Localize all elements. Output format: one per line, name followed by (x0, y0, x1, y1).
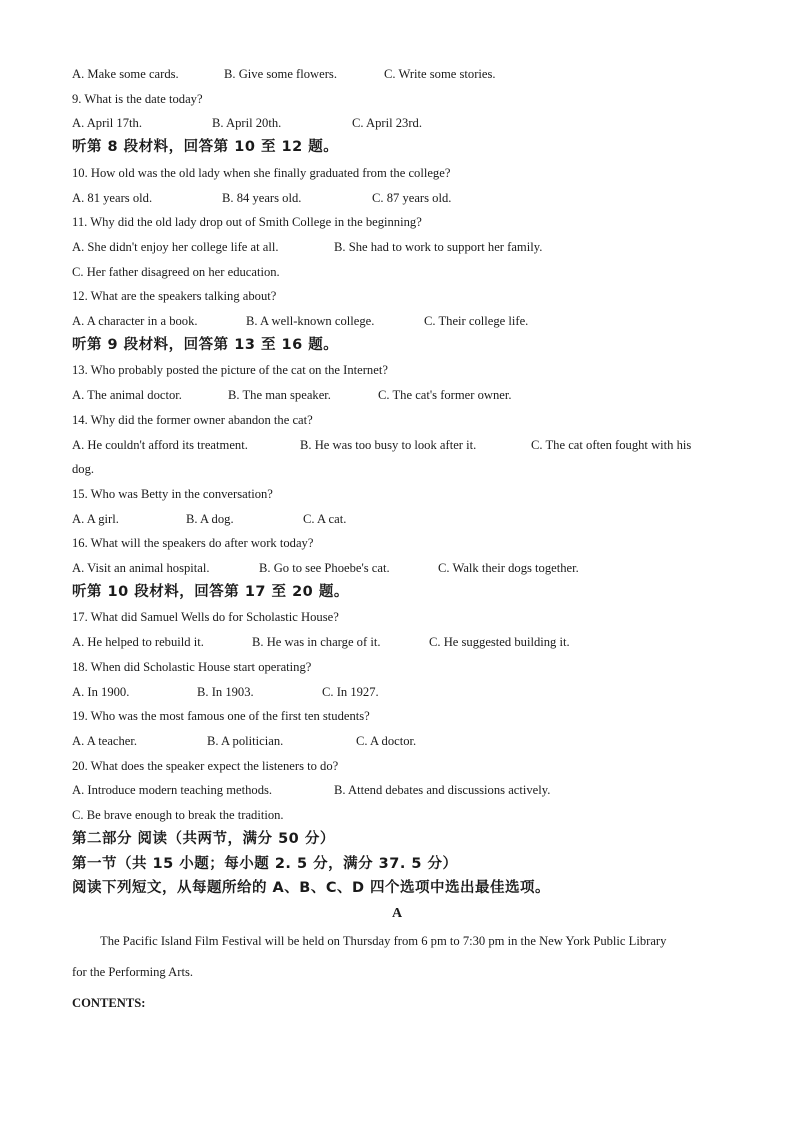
option-b: B. Go to see Phoebe's cat. (259, 561, 390, 575)
question-13: 13. Who probably posted the picture of the cat on the Internet? (72, 363, 388, 377)
contents-heading: CONTENTS: (72, 996, 146, 1010)
question-11: 11. Why did the old lady drop out of Smith College in the beginning? (72, 215, 422, 229)
question-10: 10. How old was the old lady when she finally graduated from the college? (72, 166, 451, 180)
question-12: 12. What are the speakers talking about? (72, 289, 277, 303)
option-c: C. Write some stories. (384, 67, 496, 81)
option-c: C. In 1927. (322, 685, 379, 699)
option-b: B. A dog. (186, 512, 234, 526)
q11-option-c: C. Her father disagreed on her education. (72, 265, 280, 279)
passage-label: A (391, 906, 403, 921)
question-9: 9. What is the date today? (72, 92, 203, 106)
option-b: B. 84 years old. (222, 191, 302, 205)
option-a: A. He helped to rebuild it. (72, 635, 204, 649)
passage-paragraph-line-2: for the Performing Arts. (72, 965, 194, 979)
option-c: C. April 23rd. (352, 116, 422, 130)
q20-option-c: C. Be brave enough to break the tradition. (72, 808, 284, 822)
section-one-title: 第一节（共 15 小题；每小题 2. 5 分，满分 37. 5 分） (72, 856, 458, 872)
option-b: B. Give some flowers. (224, 67, 337, 81)
option-c: C. A doctor. (356, 734, 417, 748)
question-17: 17. What did Samuel Wells do for Scholastic House? (72, 610, 339, 624)
option-b: B. In 1903. (197, 685, 254, 699)
option-c: C. He suggested building it. (429, 635, 570, 649)
option-c: C. The cat's former owner. (378, 388, 512, 402)
option-b: B. Attend debates and discussions actively. (334, 783, 551, 797)
option-b: B. The man speaker. (228, 388, 331, 402)
option-c: C. The cat often fought with his (531, 438, 692, 452)
option-a: A. Make some cards. (72, 67, 179, 81)
option-c: C. Their college life. (424, 314, 529, 328)
section-heading-9: 听第 9 段材料，回答第 13 至 16 题。 (72, 337, 339, 353)
q14-option-c-continued: dog. (72, 462, 95, 476)
option-a: A. A girl. (72, 512, 119, 526)
option-a: A. The animal doctor. (72, 388, 182, 402)
option-c: C. A cat. (303, 512, 347, 526)
option-a: A. A character in a book. (72, 314, 198, 328)
option-b: B. He was in charge of it. (252, 635, 381, 649)
section-heading-8: 听第 8 段材料，回答第 10 至 12 题。 (72, 139, 339, 155)
question-15: 15. Who was Betty in the conversation? (72, 487, 273, 501)
section-heading-10: 听第 10 段材料，回答第 17 至 20 题。 (72, 584, 349, 600)
option-a: A. Introduce modern teaching methods. (72, 783, 273, 797)
option-a: A. A teacher. (72, 734, 138, 748)
reading-instruction: 阅读下列短文，从每题所给的 A、B、C、D 四个选项中选出最佳选项。 (72, 880, 551, 896)
part-two-title: 第二部分 阅读（共两节，满分 50 分） (72, 831, 335, 847)
option-a: A. April 17th. (72, 116, 142, 130)
option-b: B. She had to work to support her family. (334, 240, 543, 254)
passage-paragraph-line-1: The Pacific Island Film Festival will be held on Thursday from 6 pm to 7:30 pm in the New York Public Library (100, 934, 667, 948)
option-b: B. A politician. (207, 734, 284, 748)
option-b: B. April 20th. (212, 116, 282, 130)
option-c: C. 87 years old. (372, 191, 452, 205)
option-a: A. In 1900. (72, 685, 130, 699)
question-16: 16. What will the speakers do after work today? (72, 536, 314, 550)
question-18: 18. When did Scholastic House start operating? (72, 660, 312, 674)
option-b: B. He was too busy to look after it. (300, 438, 477, 452)
question-20: 20. What does the speaker expect the listeners to do? (72, 759, 339, 773)
question-14: 14. Why did the former owner abandon the cat? (72, 413, 313, 427)
option-a: A. She didn't enjoy her college life at all. (72, 240, 279, 254)
question-19: 19. Who was the most famous one of the first ten students? (72, 709, 370, 723)
option-a: A. He couldn't afford its treatment. (72, 438, 248, 452)
option-a: A. Visit an animal hospital. (72, 561, 210, 575)
option-a: A. 81 years old. (72, 191, 153, 205)
option-c: C. Walk their dogs together. (438, 561, 579, 575)
option-b: B. A well-known college. (246, 314, 375, 328)
